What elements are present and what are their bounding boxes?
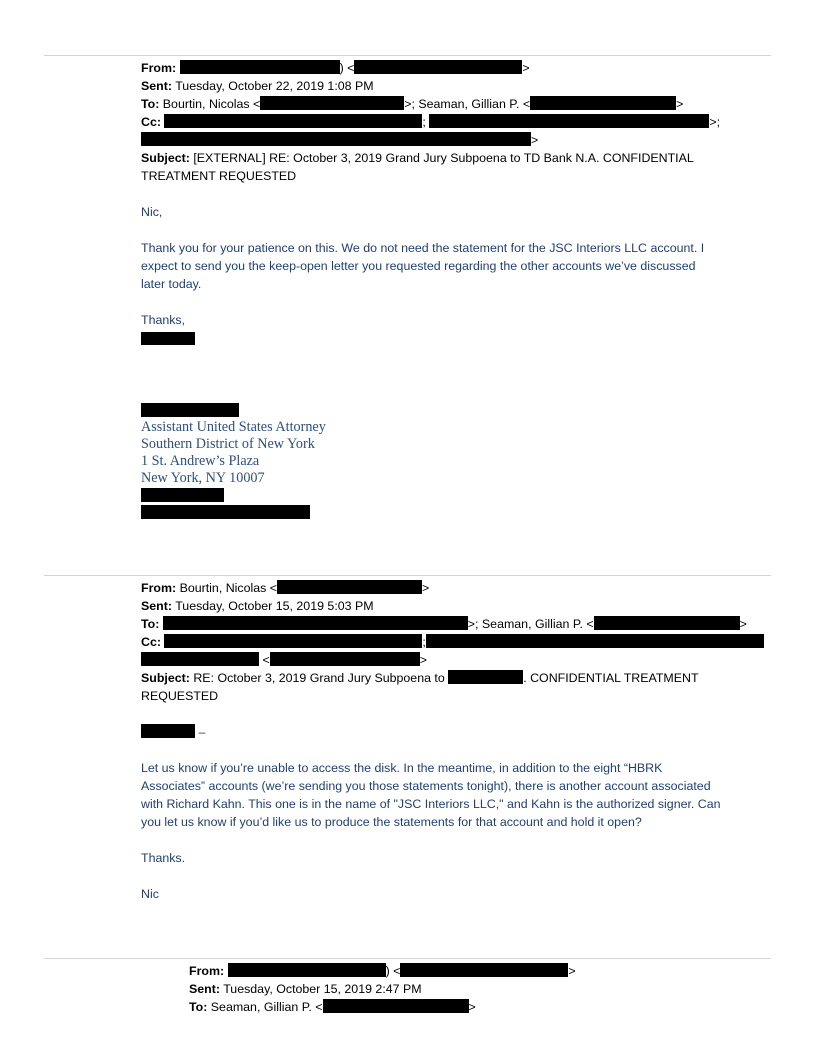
cc-separator: ; [422,635,426,649]
email1-body-line: Thank you for your patience on this. We do not need the statement for the JSC Interiors LLC account. I [141,241,705,255]
redaction-box [141,505,310,519]
email2-body-line: Associates” accounts (we’re sending you those statements tonight), there is another account associated [141,779,711,793]
from-end: > [522,61,530,75]
subject-label: Subject: [141,671,190,685]
cc-separator: >; [709,115,721,129]
email1-body-line: expect to send you the keep-open letter you requested regarding the other accounts we’ve discussed [141,259,696,273]
redaction-box [141,132,531,146]
email1-from-line [141,59,530,77]
redaction-box [448,670,523,684]
to-end: > [739,617,747,631]
sent-label: Sent: [141,79,172,93]
from-separator: ) < [385,964,401,978]
cc-label: Cc: [141,115,161,129]
email1-body-line: later today. [141,277,202,291]
cc-separator: < [262,653,270,667]
email2-cc-line [141,633,764,651]
email1-cc-line2 [141,131,538,149]
from-label: From: [141,61,177,75]
redaction-box [530,96,676,110]
email2-subject-line [141,669,699,687]
email1-subject-line2: TREATMENT REQUESTED [141,169,297,183]
subject-text: [EXTERNAL] RE: October 3, 2019 Grand Jury Subpoena to TD Bank N.A. CONFIDENTIAL [193,151,694,165]
redaction-box [400,963,568,977]
email1-cc-line [141,113,720,131]
to-text: Bourtin, Nicolas < [162,97,261,111]
cc-end: > [419,653,427,667]
redaction-box [163,616,468,630]
email1-sent-line [141,77,374,95]
signature-district: Southern District of New York [141,436,315,452]
from-separator: ) < [339,61,355,75]
redaction-box [164,634,422,648]
to-label: To: [141,97,160,111]
email2-body-line: Let us know if you’re unable to access the disk. In the meantime, in addition to the eight “HBRK [141,761,663,775]
redaction-box [228,963,386,977]
redaction-box [594,616,740,630]
email3-sent-line [189,980,422,998]
email2-from-line [141,579,429,597]
signature-city: New York, NY 10007 [141,470,265,486]
signature-title: Assistant United States Attorney [141,419,326,435]
to-text: >; Seaman, Gillian P. < [404,97,531,111]
email2-separator [44,575,771,576]
sent-label: Sent: [141,599,172,613]
sent-value: Tuesday, October 22, 2019 1:08 PM [175,79,374,93]
email3-from-line [189,962,576,980]
email2-signature-name: Nic [141,887,159,901]
email3-to-line [189,998,476,1016]
sent-value: Tuesday, October 15, 2019 5:03 PM [175,599,374,613]
to-label: To: [141,617,160,631]
to-text: Seaman, Gillian P. < [210,1000,323,1014]
to-end: > [676,97,684,111]
redaction-box [260,96,404,110]
subject-text: RE: October 3, 2019 Grand Jury Subpoena to [193,671,445,685]
to-label: To: [189,1000,208,1014]
subject-text: . CONFIDENTIAL TREATMENT [523,671,699,685]
email2-greeting [141,723,205,741]
email2-body-line: you let us know if you’d like us to produce the statements for that account and hold it open? [141,815,642,829]
cc-end: > [531,133,539,147]
email2-body-line: with Richard Kahn. This one is in the name of "JSC Interiors LLC," and Kahn is the authorized signer. Can [141,797,721,811]
subject-label: Subject: [141,151,190,165]
email2-cc-line2 [141,651,427,669]
sent-label: Sent: [189,982,220,996]
redaction-box [426,634,764,648]
redaction-box [141,332,195,345]
email1-separator [44,55,771,56]
from-label: From: [141,581,177,595]
email3-separator [44,958,771,959]
email2-subject-line2: REQUESTED [141,689,219,703]
redaction-box [141,403,239,417]
from-end: > [422,581,430,595]
redaction-box [429,114,709,128]
sent-value: Tuesday, October 15, 2019 2:47 PM [223,982,422,996]
redaction-box [354,60,522,74]
redaction-box [277,580,422,594]
redaction-box [141,652,259,666]
redaction-box [164,114,422,128]
email1-subject-line [141,149,694,167]
cc-separator: ; [422,115,426,129]
email1-signoff: Thanks, [141,313,186,327]
to-text: >; Seaman, Gillian P. < [467,617,594,631]
email2-signoff: Thanks. [141,851,186,865]
signature-address: 1 St. Andrew’s Plaza [141,453,260,469]
email2-to-line [141,615,747,633]
email2-sent-line [141,597,374,615]
from-label: From: [189,964,225,978]
email1-to-line [141,95,683,113]
redaction-box [141,488,224,502]
cc-label: Cc: [141,635,161,649]
redaction-box [180,60,340,74]
email1-greeting: Nic, [141,205,163,219]
redaction-box [141,724,195,738]
redaction-box [270,652,420,666]
greeting-dash: – [198,725,206,739]
from-text: Bourtin, Nicolas < [179,581,278,595]
to-end: > [468,1000,476,1014]
from-end: > [568,964,576,978]
redaction-box [323,999,469,1013]
